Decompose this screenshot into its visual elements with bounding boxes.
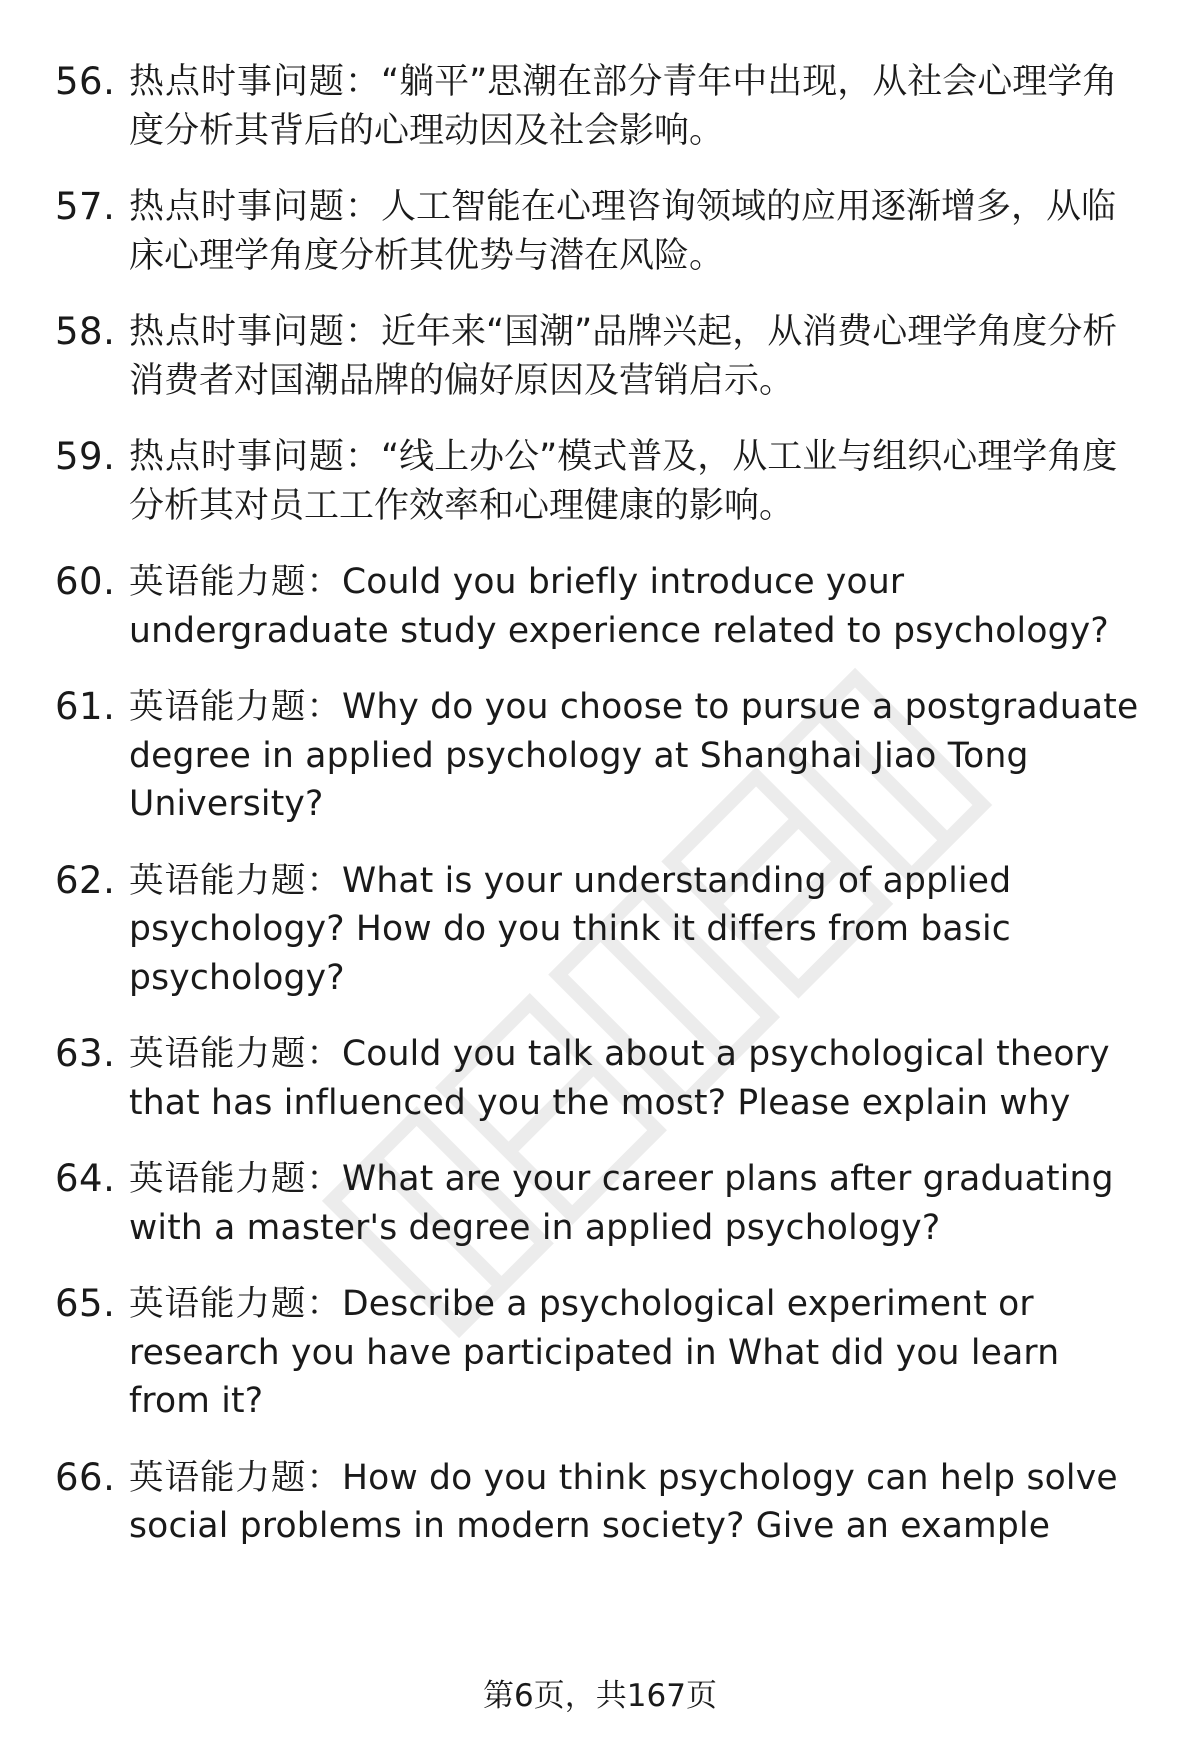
question-text bbox=[129, 58, 1145, 155]
question-category: 英语能力题： bbox=[129, 1159, 342, 1199]
question-text bbox=[129, 558, 1145, 655]
question-item bbox=[55, 857, 1145, 1003]
question-body: 近年来“国潮”品牌兴起，从消费心理学角度分析消费者对国潮品牌的偏好原因及营销启示。 bbox=[129, 312, 1118, 401]
question-number: 66. bbox=[55, 1455, 116, 1499]
question-text bbox=[129, 1155, 1145, 1252]
question-category: 英语能力题： bbox=[129, 562, 342, 602]
question-body: How do you think psychology can help solve social problems in modern society? Give an example bbox=[129, 1457, 1118, 1546]
question-number: 64. bbox=[55, 1157, 116, 1200]
question-text bbox=[129, 433, 1145, 530]
question-body: Describe a psychological experiment or research you have participated in What did you learn from it? bbox=[129, 1284, 1060, 1421]
question-number: 58. bbox=[55, 310, 116, 353]
question-category: 英语能力题： bbox=[129, 1457, 342, 1498]
question-number: 59. bbox=[55, 435, 116, 478]
question-text bbox=[129, 683, 1145, 829]
question-category: 热点时事问题： bbox=[129, 437, 382, 477]
question-number: 56. bbox=[55, 60, 116, 103]
question-item bbox=[55, 308, 1145, 405]
question-body: “线上办公”模式普及，从工业与组织心理学角度分析其对员工工作效率和心理健康的影响。 bbox=[129, 437, 1118, 526]
page-number-footer: 第6页，共167页 bbox=[483, 1678, 717, 1714]
question-item bbox=[55, 1454, 1145, 1551]
question-category: 英语能力题： bbox=[129, 1284, 342, 1324]
question-category: 英语能力题： bbox=[129, 687, 342, 727]
question-category: 热点时事问题： bbox=[129, 187, 382, 227]
question-text bbox=[129, 1280, 1145, 1426]
question-text bbox=[129, 857, 1145, 1003]
question-number: 61. bbox=[55, 685, 116, 728]
question-category: 英语能力题： bbox=[129, 860, 342, 901]
question-number: 65. bbox=[55, 1282, 116, 1325]
question-body: 人工智能在心理咨询领域的应用逐渐增多，从临床心理学角度分析其优势与潜在风险。 bbox=[129, 187, 1117, 276]
question-body: Why do you choose to pursue a postgraduate degree in applied psychology at Shanghai Jiao Tong University? bbox=[129, 687, 1139, 824]
question-category: 热点时事问题： bbox=[129, 62, 382, 102]
question-body: Could you briefly introduce your undergraduate study experience related to psychology? bbox=[129, 562, 1109, 651]
question-number: 63. bbox=[55, 1032, 116, 1075]
question-body: Could you talk about a psychological theory that has influenced you the most? Please explain why bbox=[129, 1034, 1110, 1123]
question-item bbox=[55, 683, 1145, 829]
question-number: 62. bbox=[55, 858, 116, 902]
question-item bbox=[55, 183, 1145, 280]
question-body: “躺平”思潮在部分青年中出现，从社会心理学角度分析其背后的心理动因及社会影响。 bbox=[129, 62, 1118, 151]
question-text bbox=[129, 1030, 1145, 1127]
question-item bbox=[55, 433, 1145, 530]
question-number: 60. bbox=[55, 560, 116, 603]
question-body: What is your understanding of applied psychology? How do you think it differs from basic psychology? bbox=[129, 860, 1012, 998]
question-number: 57. bbox=[55, 185, 116, 228]
question-list bbox=[55, 58, 1145, 1579]
question-item bbox=[55, 558, 1145, 655]
question-text bbox=[129, 1454, 1145, 1551]
question-body: What are your career plans after graduating with a master's degree in applied psychology? bbox=[129, 1159, 1114, 1248]
question-item bbox=[55, 1155, 1145, 1252]
question-text bbox=[129, 183, 1145, 280]
question-category: 英语能力题： bbox=[129, 1034, 342, 1074]
question-item bbox=[55, 1030, 1145, 1127]
question-item bbox=[55, 1280, 1145, 1426]
question-category: 热点时事问题： bbox=[129, 312, 382, 352]
question-item bbox=[55, 58, 1145, 155]
question-text bbox=[129, 308, 1145, 405]
